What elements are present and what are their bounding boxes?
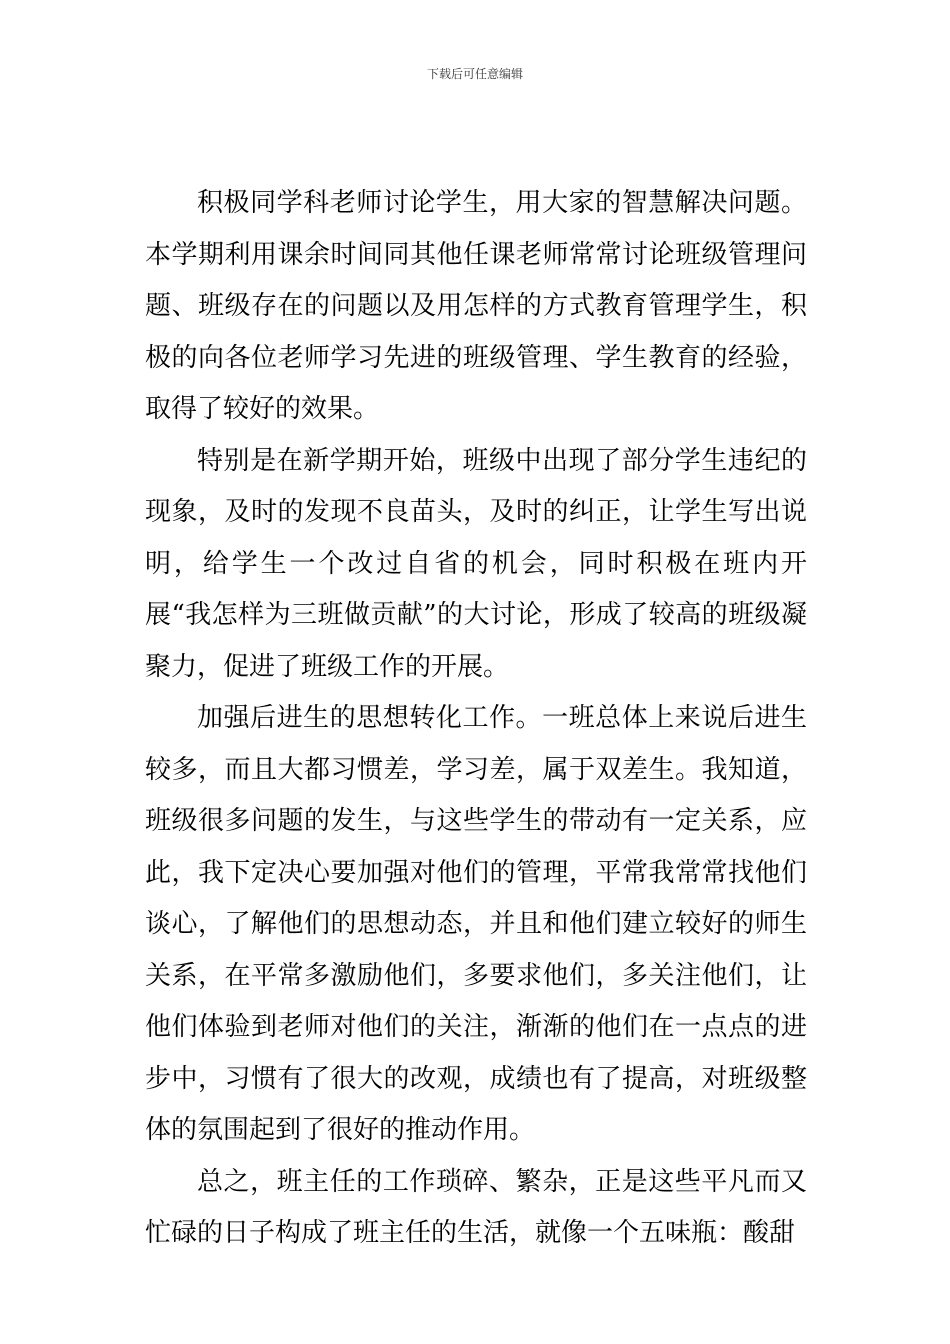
paragraph-1: 积极同学科老师讨论学生，用大家的智慧解决问题。本学期利用课余时间同其他任课老师常常讨论班级管理问题、班级存在的问题以及用怎样的方式教育管理学生，积极的向各位老师学习先进的班级管理、学生教育的经验，取得了较好的效果。 (145, 188, 807, 424)
paragraph-4: 总之，班主任的工作琐碎、繁杂，正是这些平凡而又忙碌的日子构成了班主任的生活，就像一个五味瓶：酸甜 (145, 1166, 807, 1248)
paragraph-2: 特别是在新学期开始，班级中出现了部分学生违纪的现象，及时的发现不良苗头，及时的纠正，让学生写出说明，给学生一个改过自省的机会，同时积极在班内开展“我怎样为三班做贡献”的大讨论，形成了较高的班级凝聚力，促进了班级工作的开展。 (145, 445, 807, 682)
page-header: 下载后可任意编辑 (426, 67, 523, 81)
document-body (145, 178, 807, 1260)
paragraph-3: 加强后进生的思想转化工作。一班总体上来说后进生较多，而且大都习惯差，学习差，属于双差生。我知道，班级很多问题的发生，与这些学生的带动有一定关系，应此，我下定决心要加强对他们的管理，平常我常常找他们谈心，了解他们的思想动态，并且和他们建立较好的师生关系，在平常多激励他们，多要求他们，多关注他们，让他们体验到老师对他们的关注，渐渐的他们在一点点的进步中，习惯有了很大的改观，成绩也有了提高，对班级整体的氛围起到了很好的推动作用。 (145, 703, 807, 1145)
